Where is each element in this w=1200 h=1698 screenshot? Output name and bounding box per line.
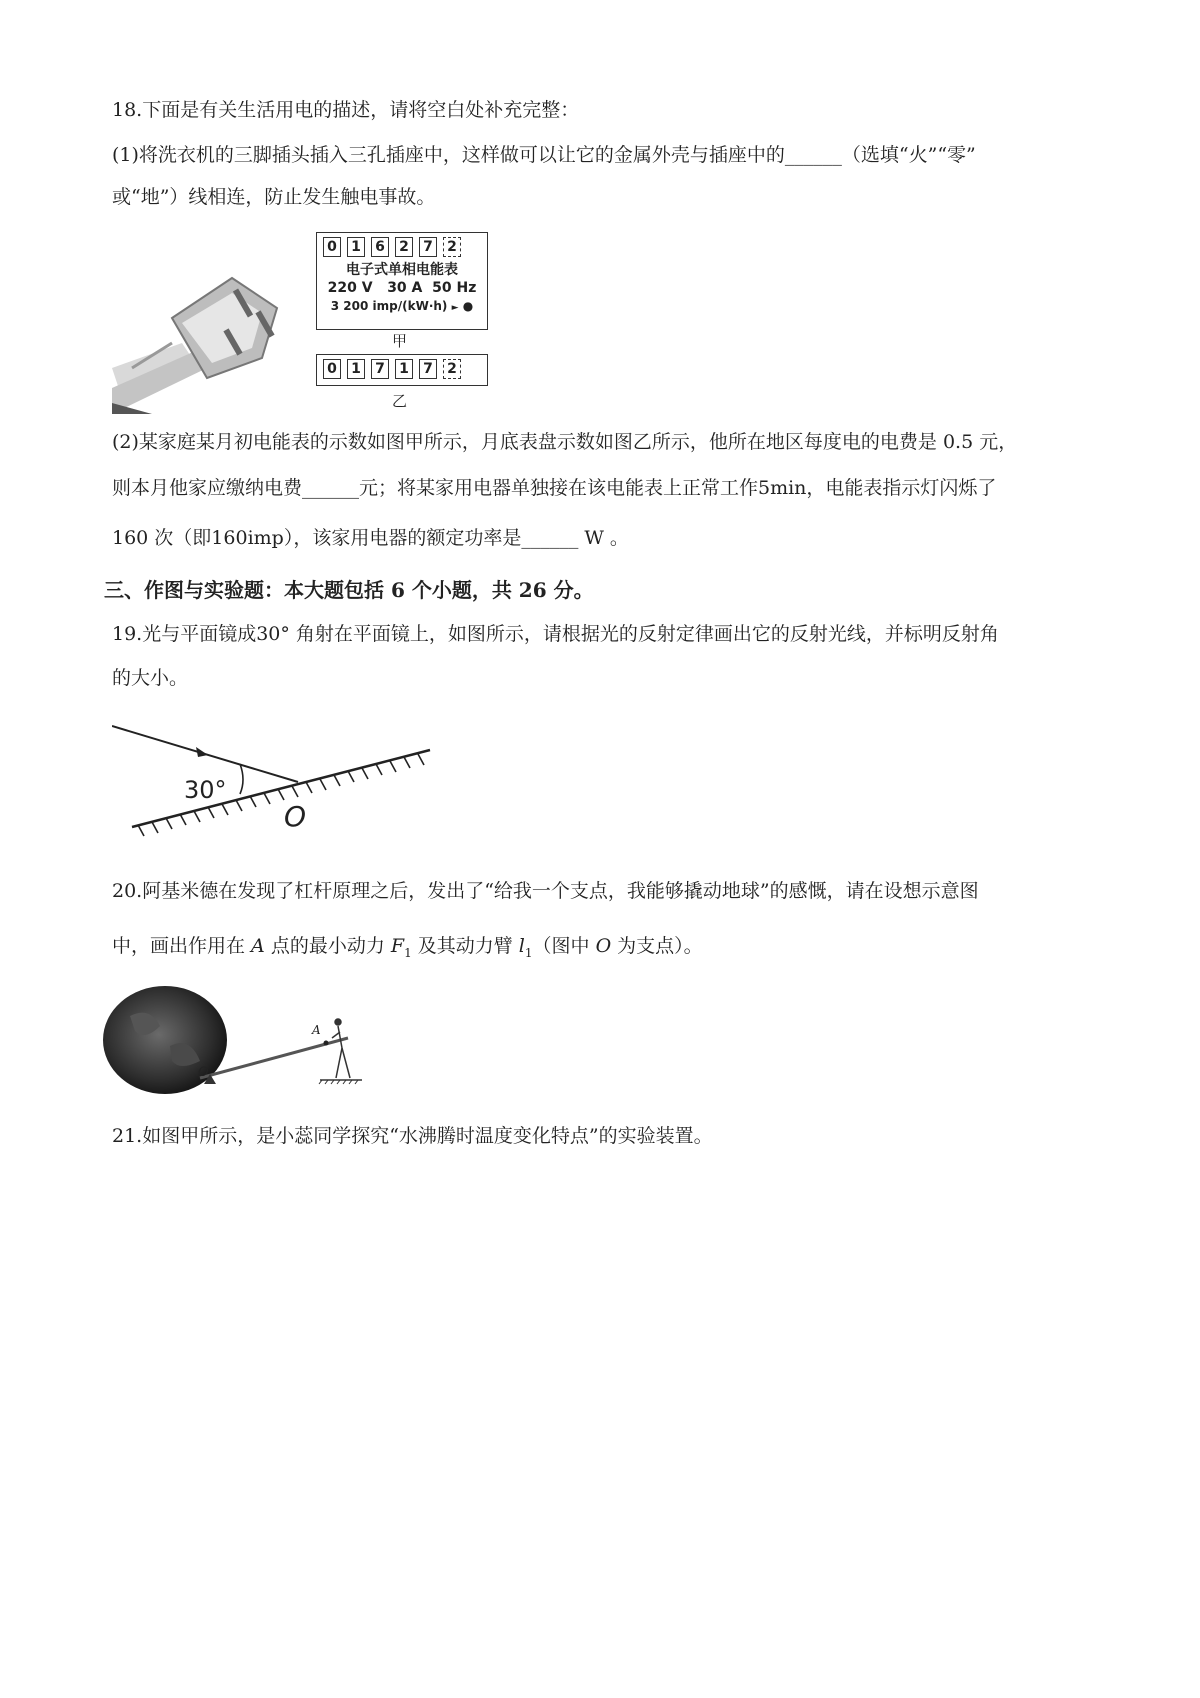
force-symbol: F — [390, 935, 405, 957]
point-a-label: A — [312, 1023, 321, 1037]
point-o-label: O — [284, 800, 307, 833]
indicator-lamp-icon: ● — [462, 299, 474, 313]
meter-digit-decimal: 2 — [443, 359, 461, 379]
text: 为支点）。 — [611, 935, 703, 957]
text: 点的最小动力 — [264, 935, 391, 957]
q18-part1-line2: 或“地”）线相连，防止发生触电事故。 — [112, 186, 436, 208]
fulcrum-label: O — [198, 1065, 209, 1080]
three-pin-plug-image — [112, 248, 302, 414]
meter-digit: 1 — [347, 359, 365, 379]
meter-digit: 7 — [371, 359, 389, 379]
meter-name: 电子式单相电能表 — [346, 262, 458, 278]
arm-symbol: l — [518, 935, 525, 957]
meter-jia-digits — [317, 233, 487, 261]
q18-title: 18.下面是有关生活用电的描述，请将空白处补充完整： — [112, 99, 580, 121]
point-a: A — [251, 935, 265, 957]
energy-meter-yi — [316, 354, 488, 386]
mirror-hatching — [138, 754, 424, 836]
archimedes-figure — [332, 1019, 350, 1078]
q19-line2: 的大小。 — [112, 667, 189, 689]
mirror-reflection-diagram — [112, 712, 442, 842]
section-heading: 三、作图与实验题：本大题包括 6 个小题，共 26 分。 — [104, 578, 594, 602]
q20-line2 — [112, 934, 703, 965]
angle-label: 30° — [184, 776, 227, 804]
q21-line1: 21.如图甲所示，是小蕊同学探究“水沸腾时温度变化特点”的实验装置。 — [112, 1125, 713, 1147]
arm-subscript: 1 — [524, 945, 533, 960]
arrow-icon: ► — [451, 303, 459, 313]
plane-mirror — [132, 750, 430, 827]
q20-line1: 20.阿基米德在发现了杠杆原理之后，发出了“给我一个支点，我能够撬动地球”的感慨，请在设想示意图 — [112, 880, 979, 902]
meter-digit-decimal: 2 — [443, 237, 461, 257]
meter-digit: 2 — [395, 237, 413, 257]
meter-imp: 3 200 imp/(kW·h) — [330, 299, 448, 313]
ray-arrow-icon — [196, 747, 208, 757]
meter-spec: 220 V 30 A 50 Hz — [327, 280, 477, 296]
lever-earth-diagram — [100, 986, 400, 1098]
meter-yi-digits — [317, 355, 487, 383]
meter-digit: 7 — [419, 237, 437, 257]
meter-digit: 0 — [323, 237, 341, 257]
text: 及其动力臂 — [411, 935, 519, 957]
meter-digit: 1 — [347, 237, 365, 257]
point-o: O — [595, 935, 612, 957]
q18-part2-line1: (2)某家庭某月初电能表的示数如图甲所示，月底表盘示数如图乙所示，他所在地区每度电的电费是 0.5 元， — [112, 431, 1018, 453]
meter-digit: 7 — [419, 359, 437, 379]
caption-jia: 甲 — [392, 332, 408, 350]
angle-arc — [240, 764, 243, 794]
meter-digit: 0 — [323, 359, 341, 379]
caption-yi: 乙 — [392, 392, 408, 410]
text: 中，画出作用在 — [112, 935, 252, 957]
energy-meter-jia — [316, 232, 488, 330]
q19-line1: 19.光与平面镜成30° 角射在平面镜上，如图所示，请根据光的反射定律画出它的反射光线，并标明反射角 — [112, 623, 999, 645]
meter-digit: 6 — [371, 237, 389, 257]
meter-digit: 1 — [395, 359, 413, 379]
q18-part2-line3: 160 次（即160imp），该家用电器的额定功率是______ W 。 — [112, 527, 629, 549]
force-subscript: 1 — [404, 945, 412, 960]
q18-part2-line2: 则本月他家应缴纳电费______元；将某家用电器单独接在该电能表上正常工作5min，电能表指示灯闪烁了 — [112, 477, 997, 499]
point-a-dot — [324, 1041, 329, 1046]
q18-part1-line1: (1)将洗衣机的三脚插头插入三孔插座中，这样做可以让它的金属外壳与插座中的______（选填“火”“零” — [112, 144, 976, 166]
text: （图中 — [532, 935, 596, 957]
meter-imp-line — [317, 297, 487, 317]
